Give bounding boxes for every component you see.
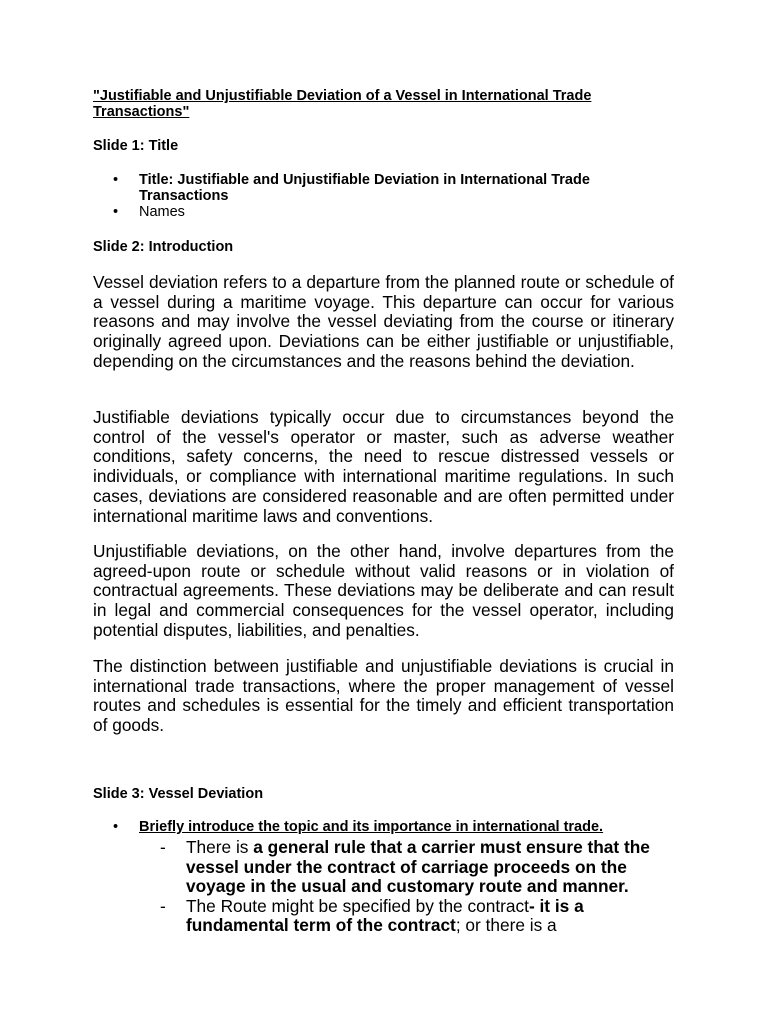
- bullet-icon: •: [113, 172, 119, 188]
- sub-item-bold: - it is a fundamental term of the contract: [186, 895, 584, 936]
- slide-1-heading: Slide 1: Title: [93, 138, 179, 154]
- bullet-icon: •: [113, 819, 119, 835]
- intro-paragraph-2: Justifiable deviations typically occur due to circumstances beyond the control of the vessel's operator or master, such as adverse weather conditions, safety concerns, the need to rescue distressed vessels or individuals, or compliance with international maritime regulations. In such cases, deviations are considered reasonable and are often permitted under international maritime laws and conventions.: [93, 407, 674, 526]
- list-item: [93, 204, 653, 220]
- sub-item-bold: a general rule that a carrier must ensure that the vessel under the contract of carriage proceeds on the voyage in the usual and customary route and manner.: [186, 837, 650, 897]
- slide-2-heading: Slide 2: Introduction: [93, 239, 234, 255]
- slide-3-bullet-text: Briefly introduce the topic and its importance in international trade.: [139, 819, 604, 835]
- list-item: [160, 838, 675, 897]
- sub-item-plain: There is: [186, 837, 254, 857]
- slide-3-bullet: [93, 819, 673, 835]
- intro-paragraph-4: The distinction between justifiable and unjustifiable deviations is crucial in international trade transactions, where the proper management of vessel routes and schedules is essential for the timely and efficient transportation of goods.: [93, 656, 674, 736]
- intro-paragraph-1: Vessel deviation refers to a departure from the planned route or schedule of a vessel during a maritime voyage. This departure can occur for various reasons and may involve the vessel deviating from the course or itinerary originally agreed upon. Deviations can be either justifiable or unjustifiable, depending on the circumstances and the reasons behind the deviation.: [93, 272, 674, 371]
- intro-paragraph-3: Unjustifiable deviations, on the other hand, involve departures from the agreed-upon route or schedule without valid reasons or in violation of contractual agreements. These deviations may be deliberate and can result in legal and commercial consequences for the vessel operator, including potential disputes, liabilities, and penalties.: [93, 541, 674, 640]
- dash-icon: -: [160, 895, 166, 916]
- title-bullet-text: Justifiable and Unjustifiable Deviation in International Trade Transactions: [139, 172, 590, 204]
- slide-1-bullet-list: [93, 172, 653, 220]
- list-item: [93, 172, 653, 204]
- sub-item-plain: The Route might be specified by the contract: [186, 895, 529, 916]
- slide-3-dash-list: [160, 838, 675, 936]
- bullet-icon: •: [113, 204, 119, 220]
- sub-item-plain-after: ; or there is a: [455, 915, 557, 936]
- document-title: "Justifiable and Unjustifiable Deviation of a Vessel in International Trade Transactions": [93, 88, 592, 120]
- names-bullet-text: Names: [139, 204, 185, 220]
- title-bullet-prefix: Title:: [139, 172, 178, 188]
- dash-icon: -: [160, 837, 166, 857]
- slide-3-heading: Slide 3: Vessel Deviation: [93, 786, 264, 802]
- list-item: [160, 897, 675, 936]
